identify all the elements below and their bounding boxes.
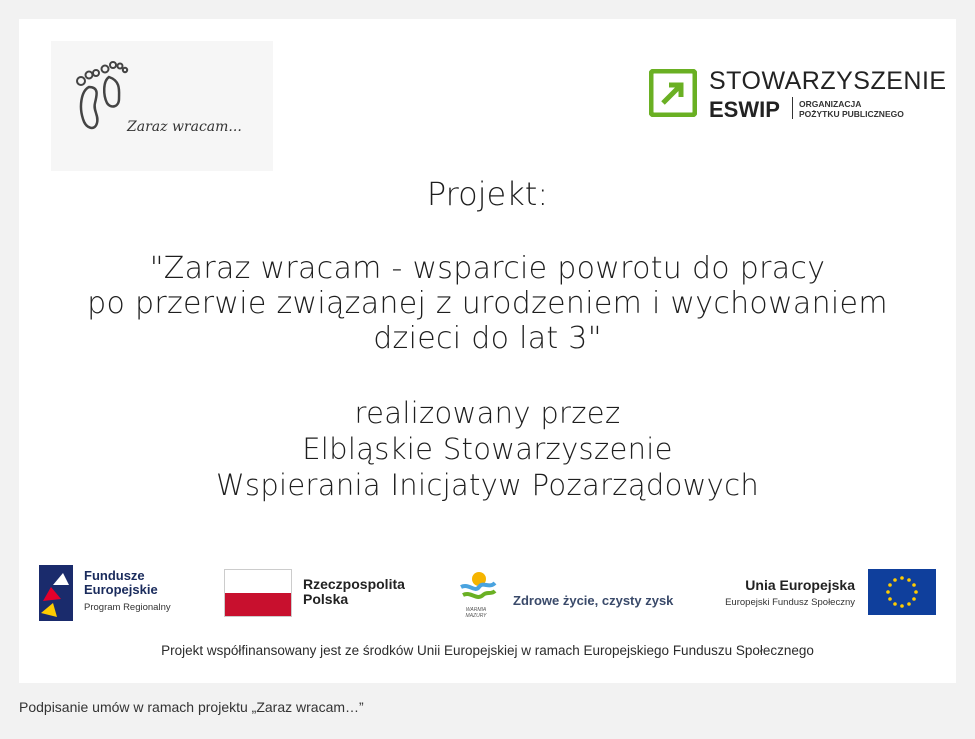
poster-image <box>19 19 956 683</box>
zaraz-wracam-logo <box>51 41 273 171</box>
realized-by-line-3: Wspierania Inicjatyw Pozarządowych <box>215 468 760 502</box>
project-title-line-3: dzieci do lat 3" <box>373 321 602 356</box>
funding-logos-bar <box>19 565 956 625</box>
fundusze-europejskie-icon <box>39 565 73 621</box>
zaraz-wracam-logo-text: Zaraz wracam... <box>127 119 242 135</box>
warmia-line2: MAZURY <box>465 613 487 619</box>
projekt-label: Projekt: <box>426 175 549 213</box>
eswip-logo <box>649 67 947 123</box>
pl-line2: Polska <box>303 591 349 607</box>
footprint-icon <box>71 59 131 139</box>
eswip-arrow-icon <box>649 69 697 117</box>
eswip-divider <box>792 97 793 119</box>
efs-label: Europejski Fundusz Społeczny <box>725 597 855 608</box>
eswip-title: STOWARZYSZENIE <box>709 67 947 95</box>
pl-line1: Rzeczpospolita <box>303 576 405 592</box>
unia-europejska-label: Unia Europejska <box>745 577 855 593</box>
project-title <box>19 251 956 356</box>
program-regionalny-label: Program Regionalny <box>84 602 171 613</box>
fe-line1: Fundusze <box>84 568 145 583</box>
project-title-line-2: po przerwie związanej z urodzeniem i wychowaniem <box>87 286 888 321</box>
warmia-line1: WARMIA <box>465 607 487 613</box>
realized-by-line-1: realizowany przez <box>354 396 621 430</box>
poland-flag-icon <box>224 569 292 617</box>
image-caption: Podpisanie umów w ramach projektu „Zaraz wracam…” <box>19 699 364 715</box>
project-title-line-1: "Zaraz wracam - wsparcie powrotu do pracy <box>149 251 826 286</box>
eswip-org-line1: ORGANIZACJA <box>799 99 862 109</box>
eswip-org-line2: POŻYTKU PUBLICZNEGO <box>799 109 904 119</box>
fe-line2: Europejskie <box>84 582 158 597</box>
eswip-org-label <box>799 99 904 119</box>
eu-stars-icon <box>868 569 936 615</box>
cofinancing-note: Projekt współfinansowany jest ze środków Unii Europejskiej w ramach Europejskiego Funduszu Społecznego <box>161 643 814 658</box>
fundusze-europejskie-label <box>84 569 158 597</box>
warmia-mazury-icon <box>457 569 497 605</box>
warmia-mazury-label <box>456 607 496 619</box>
eu-flag-icon <box>868 569 936 615</box>
eswip-name: ESWIP <box>709 97 780 122</box>
warmia-slogan: Zdrowe życie, czysty zysk <box>513 593 674 608</box>
rzeczpospolita-polska-label <box>303 577 405 607</box>
realized-by-line-2: Elbląskie Stowarzyszenie <box>302 432 673 466</box>
realized-by <box>19 395 956 503</box>
